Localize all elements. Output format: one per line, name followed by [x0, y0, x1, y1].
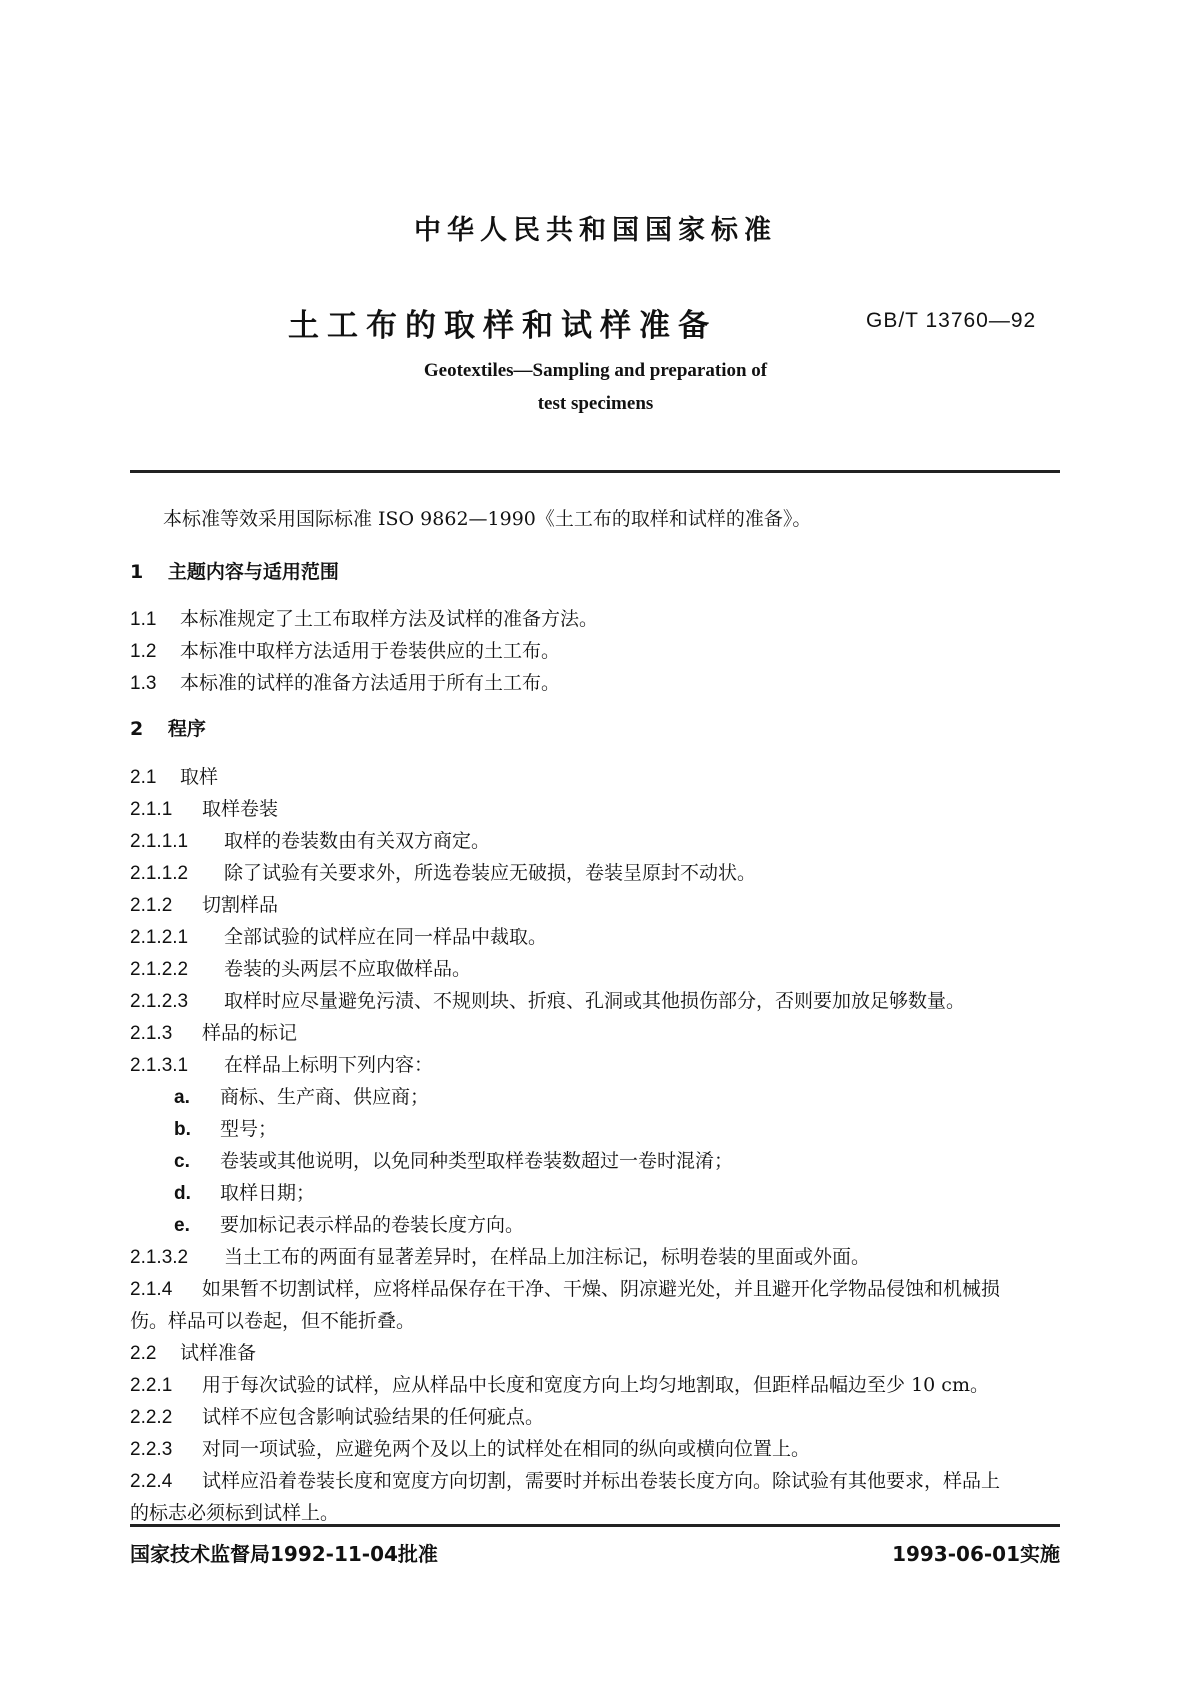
clause-2-1-1-2 — [130, 858, 756, 885]
section-number: 1 — [130, 561, 144, 583]
clause-2-2-4 — [130, 1466, 1000, 1493]
clause-text: 取样卷装 — [202, 798, 279, 820]
list-item-label: e. — [174, 1215, 190, 1236]
clause-number: 1.2 — [130, 641, 157, 662]
list-item — [174, 1114, 277, 1141]
clause-text: 在样品上标明下列内容： — [224, 1054, 434, 1076]
clause-text: 样品的标记 — [202, 1022, 298, 1044]
clause-text: 除了试验有关要求外，所选卷装应无破损，卷装呈原封不动状。 — [224, 862, 757, 884]
national-standard-heading: 中华人民共和国国家标准 — [414, 215, 777, 246]
list-item-label: c. — [174, 1151, 190, 1172]
list-item-label: b. — [174, 1119, 191, 1140]
section-title: 主题内容与适用范围 — [167, 561, 339, 583]
clause-text: 本标准中取样方法适用于卷装供应的土工布。 — [180, 640, 561, 662]
clause-2-1-1-1 — [130, 826, 490, 853]
list-item-text: 商标、生产商、供应商； — [220, 1086, 430, 1108]
clause-1-1 — [130, 604, 598, 631]
list-item-label: a. — [174, 1087, 190, 1108]
clause-2-1-2 — [130, 890, 278, 917]
section-title: 程序 — [167, 718, 206, 740]
clause-2-1 — [130, 762, 218, 789]
approval-date: 国家技术监督局1992-11-04批准 — [130, 1542, 438, 1566]
clause-number: 2.2.1 — [130, 1375, 173, 1396]
clause-number: 2.1.1 — [130, 799, 173, 820]
list-item-text: 型号； — [220, 1118, 278, 1140]
clause-text: 取样 — [180, 766, 219, 788]
bottom-divider — [130, 1524, 1060, 1527]
clause-number: 2.1.2.1 — [130, 927, 189, 948]
list-item-text: 取样日期； — [220, 1182, 316, 1204]
clause-1-2 — [130, 636, 560, 663]
clause-text: 当土工布的两面有显著差异时，在样品上加注标记，标明卷装的里面或外面。 — [224, 1246, 871, 1268]
list-item-label: d. — [174, 1183, 191, 1204]
clause-number: 2.2.4 — [130, 1471, 173, 1492]
clause-text: 取样的卷装数由有关双方商定。 — [224, 830, 491, 852]
clause-2-1-3-2 — [130, 1242, 870, 1269]
clause-number: 2.1.2.2 — [130, 959, 189, 980]
section-number: 2 — [130, 718, 144, 740]
clause-text: 试样应沿着卷装长度和宽度方向切割，需要时并标出卷装长度方向。除试验有其他要求，样品上 — [202, 1470, 1001, 1492]
list-item — [174, 1178, 315, 1205]
clause-number: 2.1.1.1 — [130, 831, 189, 852]
clause-number: 2.1.3.2 — [130, 1247, 189, 1268]
clause-text: 本标准规定了土工布取样方法及试样的准备方法。 — [180, 608, 599, 630]
clause-2-2 — [130, 1338, 256, 1365]
clause-2-1-2-1 — [130, 922, 547, 949]
standard-code: GB/T 13760—92 — [866, 309, 1037, 332]
clause-text: 取样时应尽量避免污渍、不规则块、折痕、孔洞或其他损伤部分，否则要加放足够数量。 — [224, 990, 966, 1012]
clause-2-2-1 — [130, 1370, 989, 1397]
clause-2-2-3 — [130, 1434, 810, 1461]
clause-2-1-1 — [130, 794, 278, 821]
clause-2-1-4 — [130, 1274, 1000, 1301]
clause-text: 卷装的头两层不应取做样品。 — [224, 958, 472, 980]
section-2-heading — [130, 714, 206, 741]
clause-text: 试样准备 — [180, 1342, 257, 1364]
clause-2-1-3 — [130, 1018, 297, 1045]
clause-number: 2.1 — [130, 767, 157, 788]
list-item — [174, 1146, 733, 1173]
clause-number: 1.3 — [130, 673, 157, 694]
clause-number: 2.1.4 — [130, 1279, 173, 1300]
clause-2-2-4-continued: 的标志必须标到试样上。 — [130, 1502, 340, 1524]
clause-2-1-2-3 — [130, 986, 965, 1013]
clause-text: 试样不应包含影响试验结果的任何疵点。 — [202, 1406, 545, 1428]
clause-2-1-3-1 — [130, 1050, 433, 1077]
clause-text: 如果暂不切割试样，应将样品保存在干净、干燥、阴凉避光处，并且避开化学物品侵蚀和机械损 — [202, 1278, 1001, 1300]
clause-number: 2.2.3 — [130, 1439, 173, 1460]
clause-number: 1.1 — [130, 609, 157, 630]
document-title: 土工布的取样和试样准备 — [288, 308, 717, 344]
english-title-line-2: test specimens — [537, 393, 654, 414]
effective-date: 1993-06-01实施 — [892, 1542, 1060, 1566]
clause-number: 2.1.2.3 — [130, 991, 189, 1012]
clause-number: 2.2 — [130, 1343, 157, 1364]
clause-text: 切割样品 — [202, 894, 279, 916]
clause-2-1-4-continued: 伤。样品可以卷起，但不能折叠。 — [130, 1310, 416, 1332]
top-divider — [130, 470, 1060, 473]
clause-number: 2.1.3 — [130, 1023, 173, 1044]
list-item-text: 要加标记表示样品的卷装长度方向。 — [220, 1214, 525, 1236]
list-item — [174, 1082, 429, 1109]
clause-1-3 — [130, 668, 560, 695]
clause-text: 本标准的试样的准备方法适用于所有土工布。 — [180, 672, 561, 694]
clause-number: 2.1.1.2 — [130, 863, 189, 884]
clause-number: 2.1.2 — [130, 895, 173, 916]
clause-2-2-2 — [130, 1402, 544, 1429]
section-1-heading — [130, 557, 339, 584]
english-title-line-1: Geotextiles—Sampling and preparation of — [423, 360, 768, 381]
clause-text: 用于每次试验的试样，应从样品中长度和宽度方向上均匀地割取，但距样品幅边至少 10 cm。 — [202, 1374, 989, 1396]
list-item — [174, 1210, 524, 1237]
clause-number: 2.2.2 — [130, 1407, 173, 1428]
list-item-text: 卷装或其他说明，以免同种类型取样卷装数超过一卷时混淆； — [220, 1150, 734, 1172]
clause-text: 对同一项试验，应避免两个及以上的试样处在相同的纵向或横向位置上。 — [202, 1438, 811, 1460]
intro-paragraph: 本标准等效采用国际标准 ISO 9862—1990《土工布的取样和试样的准备》。 — [163, 508, 812, 530]
clause-number: 2.1.3.1 — [130, 1055, 189, 1076]
clause-2-1-2-2 — [130, 954, 471, 981]
clause-text: 全部试验的试样应在同一样品中裁取。 — [224, 926, 548, 948]
